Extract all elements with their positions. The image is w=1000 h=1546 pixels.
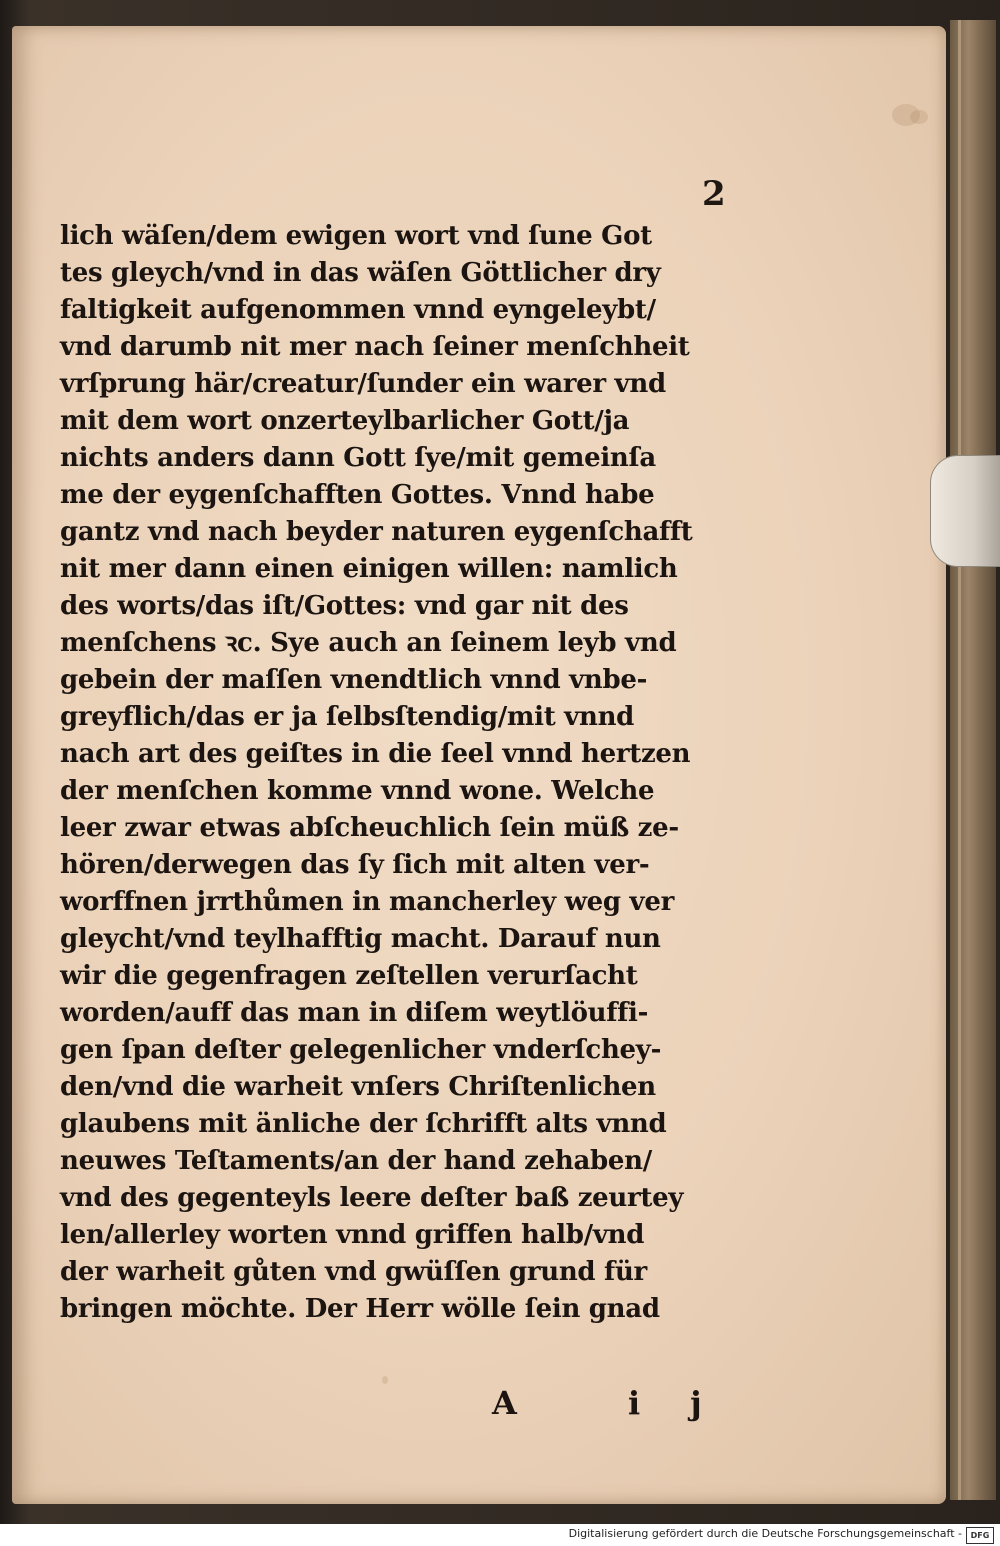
text-line: der warheit gůten vnd gwüſſen grund für xyxy=(60,1257,647,1287)
text-line: len/allerley worten vnnd griffen halb/vnd xyxy=(60,1220,645,1250)
text-line: hören/derwegen das ſy ſich mit alten ver- xyxy=(60,850,650,880)
book-page xyxy=(12,26,946,1504)
text-block xyxy=(60,218,728,1328)
text-line: bringen möchte. Der Herr wölle ſein gnad xyxy=(60,1294,660,1324)
text-line: neuwes Teſtaments/an der hand zehaben/ xyxy=(60,1146,652,1176)
text-line: menſchens ꝛc. Sye auch an ſeinem leyb vnd xyxy=(60,628,677,658)
text-line: worden/auff das man in diſem weytlöuffi- xyxy=(60,998,649,1028)
text-line: nichts anders dann Gott ſye/mit gemeinſa xyxy=(60,443,656,473)
text-line: des worts/das iſt/Gottes: vnd gar nit des xyxy=(60,591,629,621)
text-line: den/vnd die warheit vnſers Chriſtenlichen xyxy=(60,1072,656,1102)
text-line: lich wäſen/dem ewigen wort vnd ſune Got xyxy=(60,221,652,251)
text-line: faltigkeit aufgenommen vnnd eyngeleybt/ xyxy=(60,295,656,325)
dfg-logo: DFG xyxy=(966,1527,994,1544)
text-line: der menſchen komme vnnd wone. Welche xyxy=(60,776,655,806)
footer-bar xyxy=(0,1524,1000,1546)
text-line: gen ſpan deſter gelegenlicher vnderſchey- xyxy=(60,1035,662,1065)
text-line: greyflich/das er ja ſelbsſtendig/mit vnnd xyxy=(60,702,635,732)
paper-stain xyxy=(910,110,928,124)
text-line: nit mer dann einen einigen willen: namlich xyxy=(60,554,678,584)
footer-credit: Digitalisierung gefördert durch die Deutsche Forschungsgemeinschaft - xyxy=(568,1527,962,1540)
paper-stain xyxy=(382,1376,388,1384)
text-line: gantz vnd nach beyder naturen eygenſchafft xyxy=(60,517,693,547)
text-line: me der eygenſchafften Gottes. Vnnd habe xyxy=(60,480,655,510)
text-line: gebein der maſſen vnendtlich vnnd vnbe- xyxy=(60,665,648,695)
text-line: nach art des geiſtes in die ſeel vnnd hertzen xyxy=(60,739,691,769)
text-line: vnd darumb nit mer nach ſeiner menſchheit xyxy=(60,332,690,362)
page-number: 2 xyxy=(702,174,726,214)
text-line: tes gleych/vnd in das wäſen Göttlicher dry xyxy=(60,258,661,288)
text-line: mit dem wort onzerteylbarlicher Gott/ja xyxy=(60,406,630,436)
text-line: worffnen jrrthůmen in mancherley weg ver xyxy=(60,887,674,917)
page-clip xyxy=(930,455,1000,567)
text-line: vrſprung här/creatur/ſunder ein warer vnd xyxy=(60,369,666,399)
text-line: gleycht/vnd teylhafftig macht. Darauf nun xyxy=(60,924,661,954)
page-edges xyxy=(950,20,996,1500)
text-line: vnd des gegenteyls leere deſter baß zeurtey xyxy=(60,1183,684,1213)
text-line: glaubens mit änliche der ſchrifft alts vnnd xyxy=(60,1109,667,1139)
signature-mark: A ij xyxy=(492,1384,752,1422)
text-line: leer zwar etwas abſcheuchlich ſein müß ze- xyxy=(60,813,679,843)
text-line: wir die gegenfragen zeſtellen verurſacht xyxy=(60,961,638,991)
